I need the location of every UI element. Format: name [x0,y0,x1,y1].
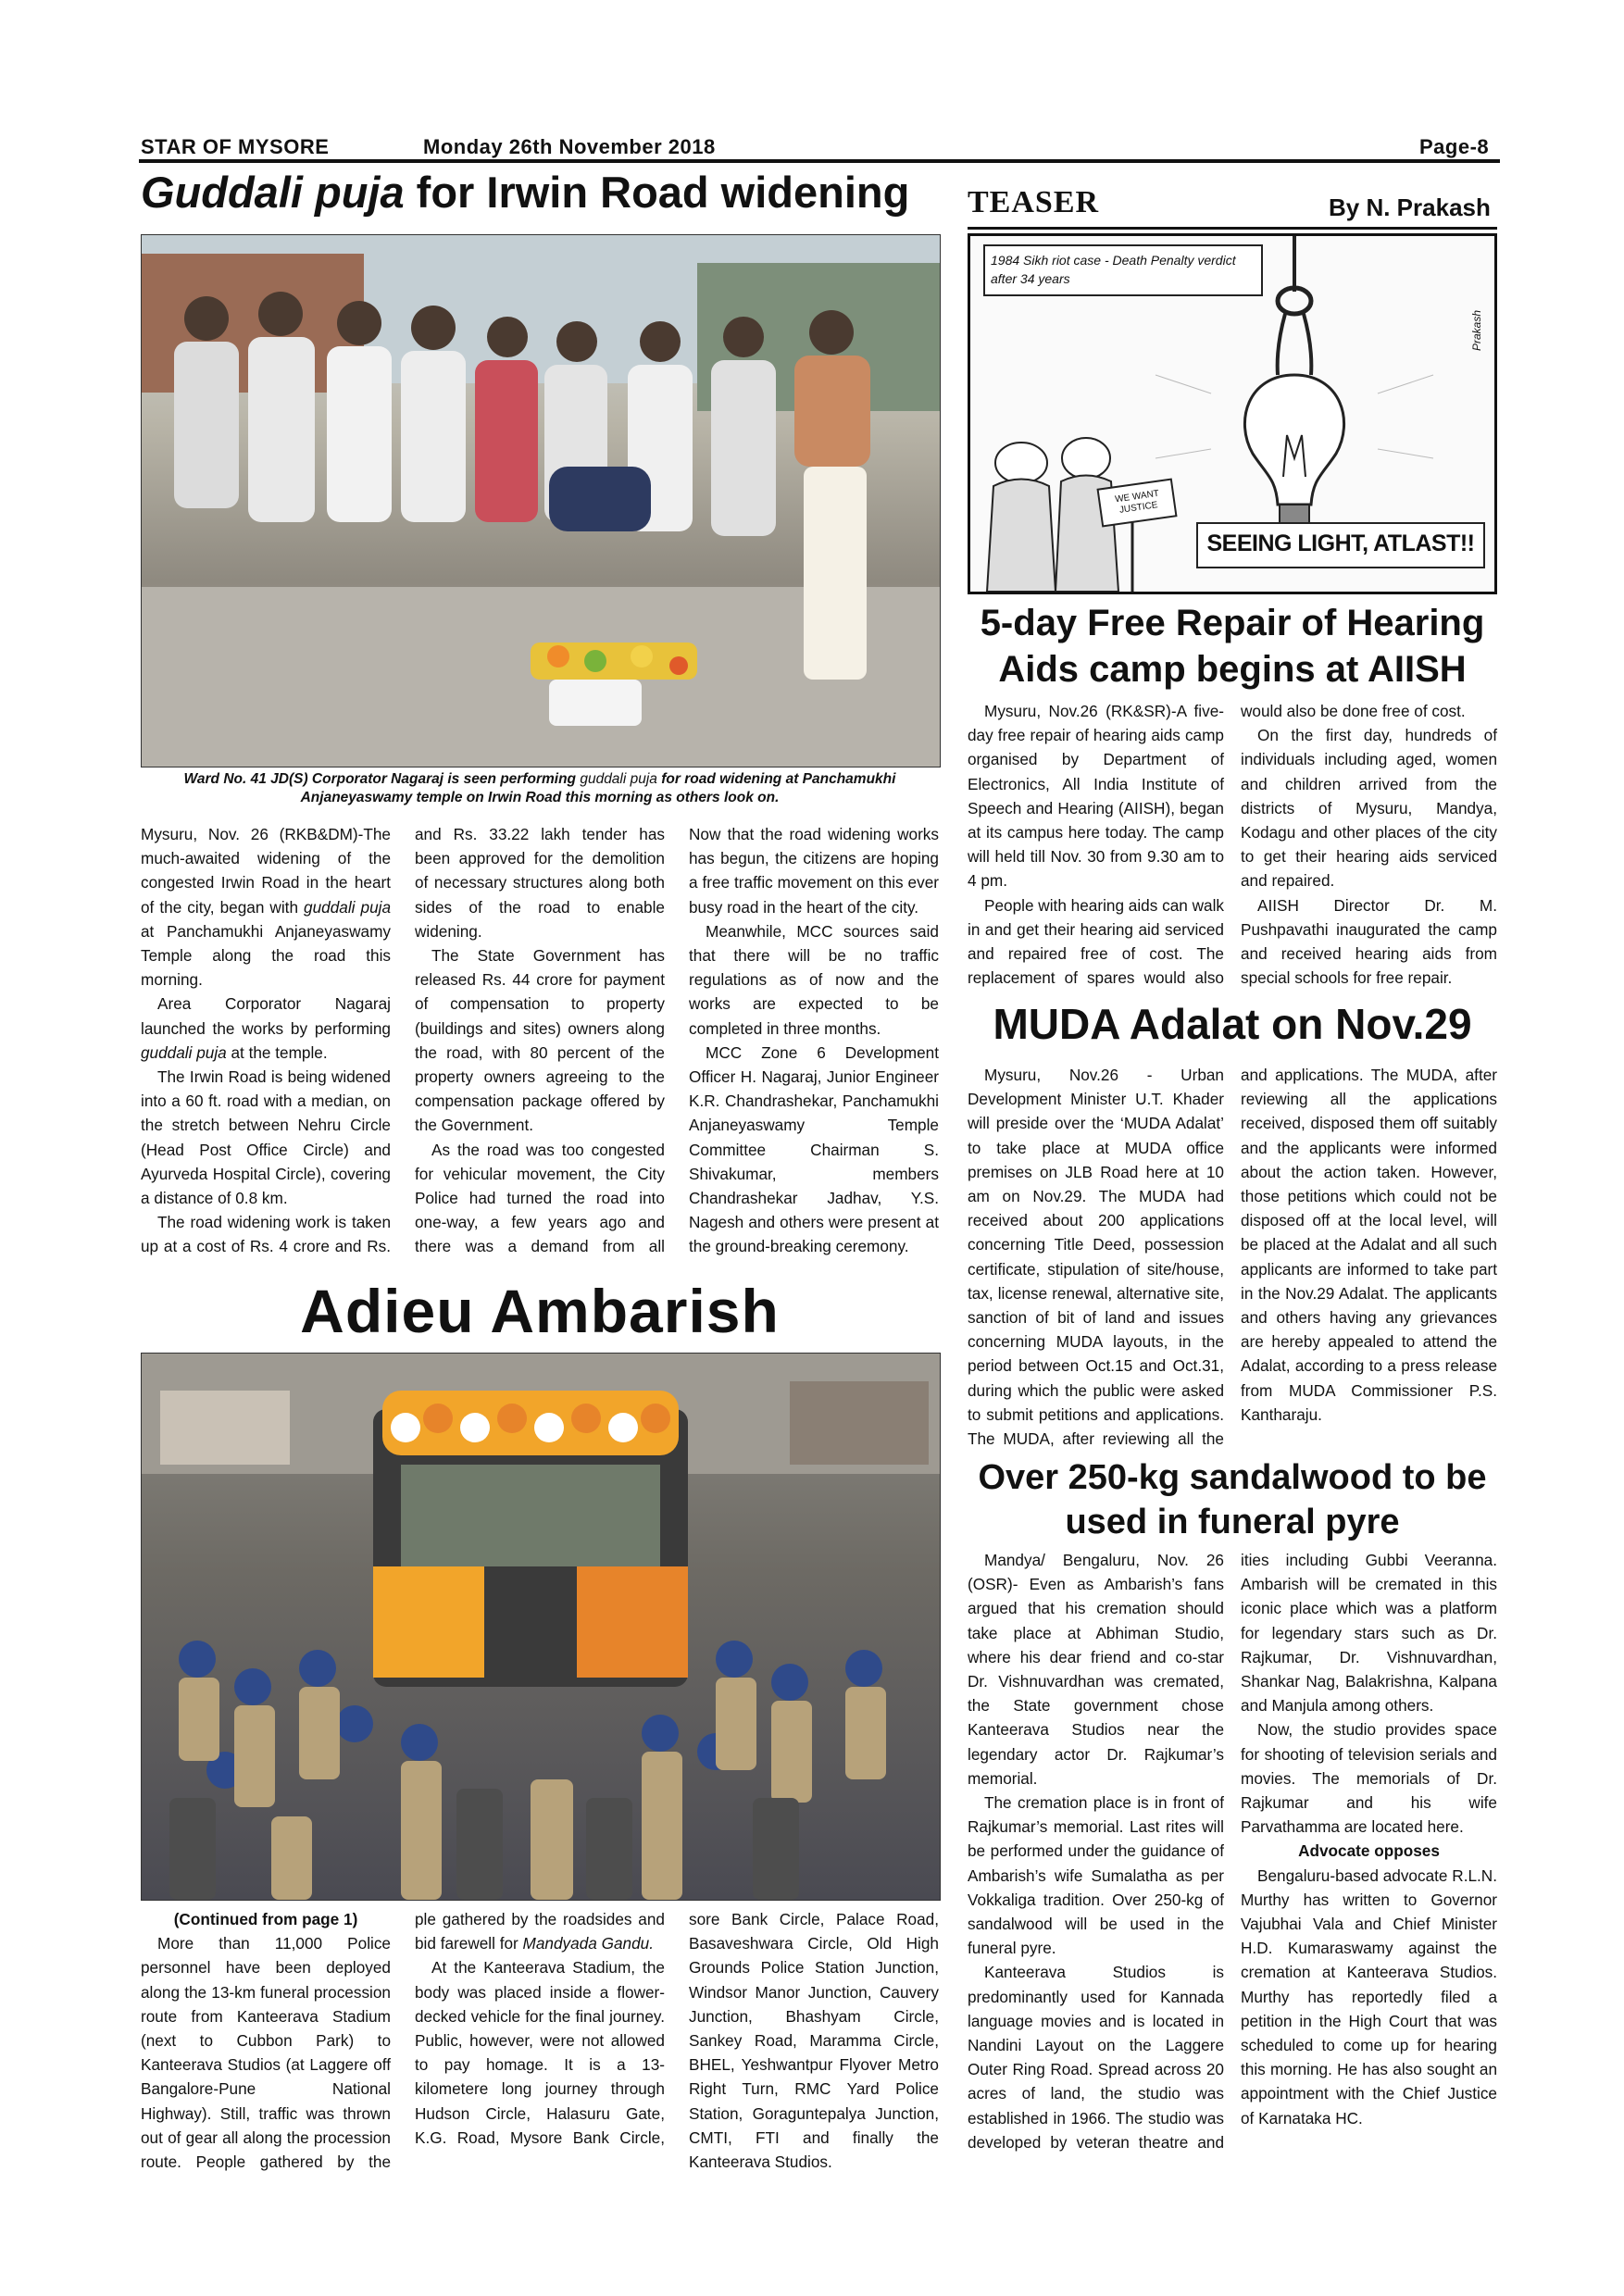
irwin-paragraph: The State Government has released Rs. 44 crore for payment of compensation to property (buildings and sites) owners along the road, with 80 percent of the property owners agreeing to the compensation package offered by the Government. [415,946,665,1135]
ambarish-column-3 [689,1907,939,2174]
muda-paragraph-cont: and applications. The MUDA, after reviewing all the applications received, disposed them off suitably and the applicants were informed about the action taken. However, those petitions which could not be disposed off at the local level, will be placed at the Adalat and all such applicants are informed to take part in the Nov.29 Adalat. The applicants and others having any grievances are hereby appealed to attend the Adalat, according to a press release from MUDA Commissioner P.S. Kantharaju. [1241,1066,1497,1424]
continued-note: (Continued from page 1) [173,1910,358,1928]
teaser-rule [968,227,1497,230]
teaser-cartoon [968,233,1497,594]
ambarish-paragraph: At the Kanteerava Stadium, the body was placed inside a flower-decked vehicle for the final journey. Public, however, were not allowed to pay homage. It is a 13-kilometere long journey through Hudson Circle, Halasuru Gate, K.G. Road, Mysore Bank Circle, [415,1958,665,2147]
sandalwood-column-2 [1241,1548,1497,2154]
sandalwood-paragraph: Now, the studio provides space for shooting of television serials and movies. The memorials of Dr. Rajkumar and his wife Parvathamma are located here. [1241,1720,1497,1837]
ambarish-column-1 [141,1907,391,2174]
masthead-rule [139,159,1500,163]
sandalwood-headline: Over 250-kg sandalwood to be used in funeral pyre [978,1458,1487,1541]
sandalwood-story-columns [968,1548,1497,2154]
sandalwood-paragraph: The cremation place is in front of Rajkumar’s memorial. Last rites will be performed under the guidance of Ambarish’s wife Sumalatha as per Vokkaliga tradition. Over 250-kg of sandalwood will be used in the funeral pyre. [968,1793,1224,1958]
aiish-paragraph: AIISH Director Dr. M. Pushpavathi inaugurated the camp and received hearing aids from special schools for free repair. [1241,895,1497,988]
sandalwood-paragraph: Kanteerava Studios is predominantly used for Kannada language movies and is located in Nandini Layout on the Laggere Outer Ring Road. Spread across 20 acres of land, the studio was established in 1966. The studio was developed by veteran theatre and [968,1963,1224,2152]
aiish-paragraph: People with hearing aids can walk in and get their hearing aid serviced and repaired free of cost. The replacement of spares would also [968,895,1224,988]
cartoon-placard: WE WANT JUSTICE [1114,488,1160,516]
irwin-paragraph: Meanwhile, MCC sources said that there will be no traffic regulations as of now and the works are expected to be completed in three months. [689,921,939,1038]
sandalwood-subhead: Advocate opposes [1298,1841,1440,1861]
ambarish-story-columns [141,1907,939,2174]
irwin-column-2 [415,822,665,1259]
cartoon-signature: Prakash [1470,309,1484,352]
irwin-paragraph: The Irwin Road is being widened into a 60 ft. road with a median, on the stretch between Nehru Circle (Head Post Office Circle) and Ayurveda Hospital Circle), covering a distance of 0.8 km. [141,1067,391,1208]
muda-column-1 [968,1063,1224,1451]
aiish-column-2 [1241,699,1497,991]
irwin-story-columns [141,822,939,1259]
cartoon-punchline: SEEING LIGHT, ATLAST!! [1206,530,1475,556]
sandalwood-paragraph: Mandya/ Bengaluru, Nov. 26 (OSR)- Even as Ambarish’s fans argued that his cremation should take place at Abhiman Studio, where his dear friend and co-star Dr. Vishnuvardhan was cremated, the State government chose Kanteerava Studios near the legendary actor Dr. Rajkumar’s memorial. [968,1551,1224,1788]
teaser-byline: By N. Prakash [1329,193,1491,221]
aiish-paragraph: Mysuru, Nov.26 (RK&SR)-A five-day free repair of hearing aids camp organised by Department of Electronics, All India Institute of Speech and Hearing (AIISH), began at its campus here today. The camp will held till Nov. 30 from 9.30 am to 4 pm. [968,702,1224,891]
ambarish-paragraph-cont: sore Bank Circle, Palace Road, Basaveshwara Circle, Old High Grounds Police Station Junction, Windsor Manor Junction, Cauvery Junction, Bhashyam Circle, Sankey Road, Maramma Circle, BHEL, Yeshwantpur Flyover Metro Right Turn, RMC Yard Police Station, Goraguntepalya Junction, CMTI, FTI and finally the Kanteerava Studios. [689,1910,939,2172]
irwin-headline: Guddali puja for Irwin Road widening [141,168,910,217]
ambarish-column-2 [415,1907,665,2174]
cartoon-caption: 1984 Sikh riot case - Death Penalty verdict after 34 years [991,253,1236,286]
irwin-column-3 [689,822,939,1259]
muda-paragraph: Mysuru, Nov.26 - Urban Development Minister U.T. Khader will preside over the ‘MUDA Adalat’ to take place at MUDA office premises on JLB Road here at 10 am on Nov.29. The MUDA had received about 200 applications concerning Title Deed, possession certificate, stipulation of site/house, tax, license renewal, alternative site, sanction of bit of land and issues concerning MUDA layouts, in the period between Oct.15 and Oct.31, during which the public were asked to submit petitions and applications. The MUDA, after reviewing all the [968,1066,1224,1449]
newspaper-name: STAR OF MYSORE [141,135,330,158]
ambarish-paragraph-cont: ple gathered by the roadsides and bid farewell for Mandyada Gandu. [415,1910,665,1953]
muda-story-columns [968,1063,1497,1451]
issue-date: Monday 26th November 2018 [423,135,716,158]
muda-headline: MUDA Adalat on Nov.29 [993,1000,1472,1048]
sandalwood-column-1 [968,1548,1224,2154]
irwin-column-1 [141,822,391,1259]
aiish-story-columns [968,699,1497,991]
ambarish-procession-photo [141,1353,941,1901]
irwin-paragraph: As the road was too congested for vehicular movement, the City Police had turned the road into one-way, a few years ago and there was a demand from all [415,1140,665,1256]
page-number: Page-8 [1419,135,1490,158]
irwin-paragraph-cont: Now that the road widening works has begun, the citizens are hoping a free traffic movement on this ever busy road in the heart of the city. [689,825,939,917]
irwin-paragraph: MCC Zone 6 Development Officer H. Nagaraj, Junior Engineer K.R. Chandrashekar, Panchamukhi Anjaneyaswamy Temple Committee Chairman S. Shivakumar, members Chandrashekar Jadhav, Y.S. Nagesh and others were present at the ground-breaking ceremony. [689,1042,939,1256]
irwin-paragraph: Mysuru, Nov. 26 (RKB&DM)-The much-awaited widening of the congested Irwin Road in the heart of the city, began with guddali puja at Panchamukhi Anjaneyaswamy Temple along the road this morning. [141,825,392,990]
aiish-headline: 5-day Free Repair of Hearing Aids camp begins at AIISH [980,603,1485,690]
muda-column-2 [1241,1063,1497,1451]
aiish-paragraph-cont: would also be done free of cost. [1241,702,1466,720]
aiish-paragraph: On the first day, hundreds of individuals including aged, women and children arrived from the districts of Mysuru, Mandya, Kodagu and other places of the city to get their hearing aids serviced and repaired. [1241,726,1497,891]
ambarish-paragraph: More than 11,000 Police personnel have been deployed along the 13-km funeral procession route from Kanteerava Stadium (next to Cubbon Park) to Kanteerava Studios (at Laggere off Bangalore-Pune National Highway). Still, traffic was thrown out of gear all along the procession route. People gathered by the [141,1934,391,2172]
irwin-paragraph-cont: and Rs. 33.22 lakh tender has been approved for the demolition of necessary structures along both sides of the road to enable widening. [415,825,665,941]
sandalwood-paragraph-cont: ities including Gubbi Veeranna. Ambarish will be cremated in this iconic place which was a platform for legendary stars such as Dr. Rajkumar, Dr. Vishnuvardhan, Shankar Nag, Balakrishna, Kalpana and Manjula among others. [1241,1551,1497,1716]
ambarish-headline: Adieu Ambarish [300,1277,780,1345]
irwin-road-photo [141,234,941,767]
irwin-photo-caption: Ward No. 41 JD(S) Corporator Nagaraj is seen performing guddali puja for road widening at Panchamukhi Anjaneyaswamy temple on Irwin Road this morning as others look on. [183,771,896,805]
sandalwood-paragraph: Bengaluru-based advocate R.L.N. Murthy has written to Governor Vajubhai Vala and Chief Minister H.D. Kumaraswamy against the cremation at Kanteerava Studios. Murthy has reportedly filed a petition in the High Court that was scheduled to come up for hearing this morning. He has also sought an appointment with the Chief Justice of Karnataka HC. [1241,1866,1497,2128]
aiish-column-1 [968,699,1224,991]
teaser-label: TEASER [968,185,1100,219]
irwin-paragraph: Area Corporator Nagaraj launched the works by performing guddali puja at the temple. [141,994,391,1062]
irwin-paragraph: The road widening work is taken up at a cost of Rs. 4 crore and Rs. [141,1213,391,1256]
